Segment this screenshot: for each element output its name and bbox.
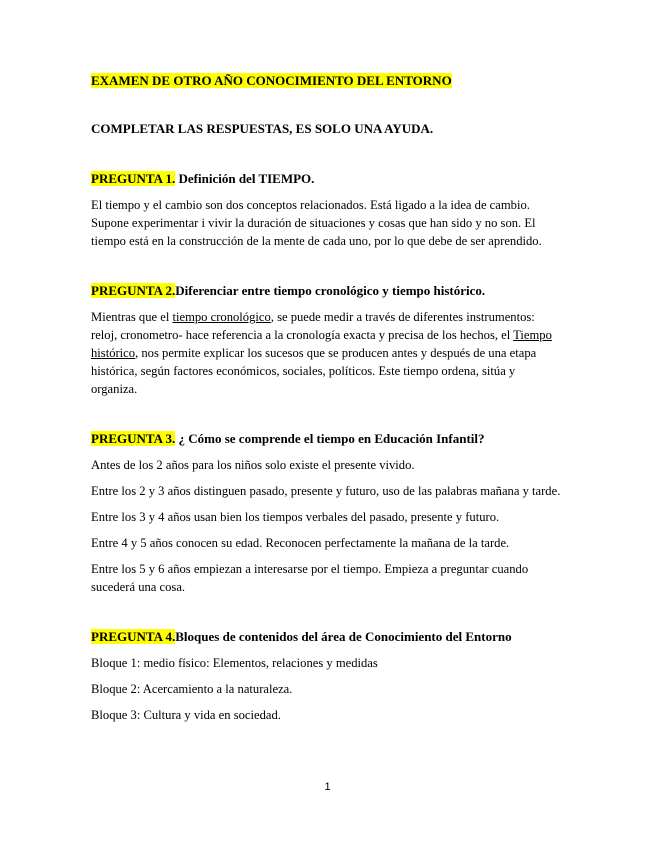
question-2-text-c: , nos permite explicar los sucesos que se producen antes y después de una etapa histórica, según factores económicos, sociales, políticos. Este tiempo ordena, sitúa y organiza. xyxy=(91,346,537,396)
document-subtitle: COMPLETAR LAS RESPUESTAS, ES SOLO UNA AYUDA. xyxy=(91,121,434,136)
question-2-answer xyxy=(91,308,561,398)
link-tiempo-cronologico[interactable]: tiempo cronológico xyxy=(172,310,271,324)
question-1-label: PREGUNTA 1. xyxy=(91,171,176,186)
question-3 xyxy=(91,430,561,596)
title-highlight: EXAMEN DE OTRO AÑO CONOCIMIENTO DEL ENTORNO xyxy=(91,73,452,88)
question-3-title: ¿ Cómo se comprende el tiempo en Educación Infantil? xyxy=(175,431,485,446)
question-2-text-a: Mientras que el xyxy=(91,310,173,324)
question-2-title: Diferenciar entre tiempo cronológico y tiempo histórico. xyxy=(175,283,486,298)
page-number: 1 xyxy=(324,781,331,793)
question-3-item: Entre los 2 y 3 años distinguen pasado, presente y futuro, uso de las palabras mañana y tarde. xyxy=(91,484,561,498)
question-1-heading xyxy=(91,170,561,188)
question-1-answer: El tiempo y el cambio son dos conceptos relacionados. Está ligado a la idea de cambio. Supone experimentar i vivir la duración de situaciones y cosas que han sido y no son. El tiempo está en la construcción de la mente de cada uno, por lo que debe de ser aprendido. xyxy=(91,198,542,248)
question-4-item: Bloque 1: medio físico: Elementos, relaciones y medidas xyxy=(91,656,378,670)
question-4-item: Bloque 2: Acercamiento a la naturaleza. xyxy=(91,682,293,696)
question-2-heading xyxy=(91,282,561,300)
question-2 xyxy=(91,282,561,398)
question-3-item: Entre los 5 y 6 años empiezan a interesarse por el tiempo. Empieza a preguntar cuando sucederá una cosa. xyxy=(91,562,529,594)
question-2-label: PREGUNTA 2. xyxy=(91,283,176,298)
question-4-label: PREGUNTA 4. xyxy=(91,629,176,644)
question-2-text-b: , se puede medir a través de diferentes instrumentos: reloj, cronometro- hace referencia a la cronología exacta y precisa de los hechos, el xyxy=(91,310,535,342)
question-3-label: PREGUNTA 3. xyxy=(91,431,176,446)
document-content xyxy=(91,72,561,724)
document-title xyxy=(91,72,561,90)
question-3-item: Entre los 3 y 4 años usan bien los tiempos verbales del pasado, presente y futuro. xyxy=(91,510,500,524)
question-4-title: Bloques de contenidos del área de Conocimiento del Entorno xyxy=(175,629,512,644)
question-3-heading xyxy=(91,430,561,448)
question-4-heading xyxy=(91,628,561,646)
question-1 xyxy=(91,170,561,250)
question-3-item: Entre 4 y 5 años conocen su edad. Reconocen perfectamente la mañana de la tarde. xyxy=(91,536,510,550)
question-4 xyxy=(91,628,561,724)
question-3-item: Antes de los 2 años para los niños solo existe el presente vivido. xyxy=(91,458,415,472)
question-4-item: Bloque 3: Cultura y vida en sociedad. xyxy=(91,708,281,722)
question-1-title: Definición del TIEMPO. xyxy=(175,171,315,186)
link-tiempo-historico[interactable]: Tiempo histórico xyxy=(91,328,552,360)
